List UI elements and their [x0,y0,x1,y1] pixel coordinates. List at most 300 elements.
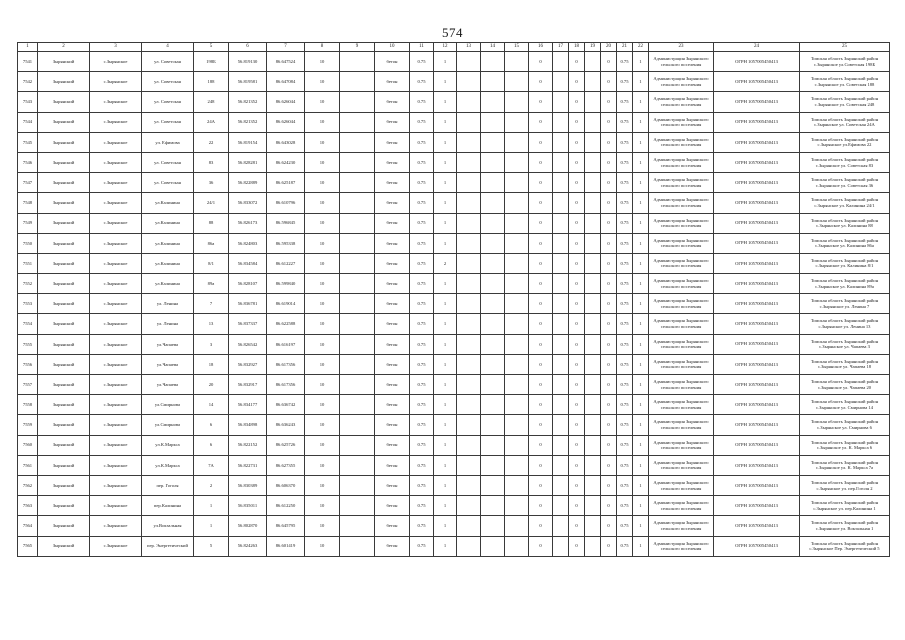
address-cell: Томская область Зырянский район с.Зырянское ул. Ленина 13 [800,314,890,334]
empty-cell [553,233,569,253]
longitude-cell: 86.619014 [267,294,305,314]
area-cell: 10 [305,132,340,152]
count-cell: 1 [434,516,457,536]
table-row [18,475,890,495]
count-cell: 1 [633,112,649,132]
volume-cell: 0.75 [617,294,633,314]
longitude-cell: 86.645795 [267,516,305,536]
volume-cell: 0.75 [617,536,633,556]
empty-cell [505,294,529,314]
empty-cell [481,52,505,72]
volume-cell: 0.75 [617,52,633,72]
count-cell: 1 [633,173,649,193]
value-cell: 0 [569,415,585,435]
value-cell: 0 [569,92,585,112]
district-cell: Зырянский [38,253,90,273]
volume-cell: 0.75 [617,193,633,213]
empty-cell [505,334,529,354]
empty-cell [505,213,529,233]
settlement-cell: с.Зырянское [90,536,142,556]
latitude-cell: 56.826173 [229,213,267,233]
longitude-cell: 86.627355 [267,455,305,475]
empty-cell [553,415,569,435]
value-cell: 0 [601,152,617,172]
value-cell: 0 [529,274,553,294]
surface-cell: бетон [375,435,410,455]
empty-cell [340,213,375,233]
area-cell: 10 [305,294,340,314]
settlement-cell: с.Зырянское [90,516,142,536]
empty-cell [505,233,529,253]
surface-cell: бетон [375,294,410,314]
house-cell: 6 [194,435,229,455]
value-cell: 0 [529,253,553,273]
empty-cell [340,314,375,334]
table-row [18,536,890,556]
latitude-cell: 56.834898 [229,415,267,435]
empty-cell [553,395,569,415]
empty-cell [585,132,601,152]
owner-cell: Администрация Зырянского сельского поселения [649,395,714,415]
settlement-cell: с.Зырянское [90,354,142,374]
settlement-cell: с.Зырянское [90,415,142,435]
empty-cell [481,516,505,536]
surface-cell: бетон [375,233,410,253]
latitude-cell: 56.826542 [229,334,267,354]
district-cell: Зырянский [38,112,90,132]
empty-cell [553,274,569,294]
house-cell: 20 [194,375,229,395]
house-cell: 14 [194,395,229,415]
surface-cell: бетон [375,213,410,233]
row-number: 7558 [18,395,38,415]
empty-cell [481,475,505,495]
street-cell: ул.Калинина [142,274,194,294]
value-cell: 0 [569,395,585,415]
latitude-cell: 56.821352 [229,112,267,132]
latitude-cell: 56.837337 [229,314,267,334]
column-number: 12 [434,43,457,52]
empty-cell [457,52,481,72]
empty-cell [481,314,505,334]
count-cell: 1 [434,375,457,395]
table-row [18,193,890,213]
longitude-cell: 86.595338 [267,233,305,253]
district-cell: Зырянский [38,213,90,233]
value-cell: 0 [569,253,585,273]
column-number: 8 [305,43,340,52]
value-cell: 0 [569,233,585,253]
surface-cell: бетон [375,92,410,112]
count-cell: 1 [434,415,457,435]
area-cell: 10 [305,253,340,273]
district-cell: Зырянский [38,132,90,152]
column-number: 3 [90,43,142,52]
empty-cell [457,395,481,415]
volume-cell: 0.75 [410,455,434,475]
surface-cell: бетон [375,375,410,395]
surface-cell: бетон [375,455,410,475]
empty-cell [505,92,529,112]
column-number: 10 [375,43,410,52]
count-cell: 1 [633,294,649,314]
longitude-cell: 86.616197 [267,334,305,354]
area-cell: 10 [305,152,340,172]
latitude-cell: 56.830389 [229,475,267,495]
area-cell: 10 [305,435,340,455]
count-cell: 1 [633,455,649,475]
table-row [18,395,890,415]
volume-cell: 0.75 [410,496,434,516]
empty-cell [585,233,601,253]
count-cell: 1 [434,334,457,354]
surface-cell: бетон [375,253,410,273]
owner-cell: Администрация Зырянского сельского поселения [649,496,714,516]
count-cell: 1 [633,334,649,354]
row-number: 7546 [18,152,38,172]
empty-cell [553,375,569,395]
value-cell: 0 [529,52,553,72]
empty-cell [585,274,601,294]
empty-cell [553,516,569,536]
empty-cell [585,415,601,435]
empty-cell [553,435,569,455]
value-cell: 0 [529,193,553,213]
longitude-cell: 86.647084 [267,72,305,92]
empty-cell [481,253,505,273]
empty-cell [505,152,529,172]
empty-cell [553,152,569,172]
area-cell: 10 [305,72,340,92]
address-cell: Томская область Зырянский район с.Зырянское ул. Советская 36 [800,173,890,193]
street-cell: ул. Ефимова [142,132,194,152]
address-cell: Томская область Зырянский район с.Зырянское ул. Калинина 24/1 [800,193,890,213]
surface-cell: бетон [375,334,410,354]
volume-cell: 0.75 [410,354,434,374]
value-cell: 0 [601,395,617,415]
longitude-cell: 86.610796 [267,193,305,213]
count-cell: 1 [633,213,649,233]
count-cell: 1 [434,213,457,233]
empty-cell [340,415,375,435]
volume-cell: 0.75 [410,334,434,354]
table-row [18,354,890,374]
page-number: 574 [442,25,463,40]
volume-cell: 0.75 [617,72,633,92]
empty-cell [585,375,601,395]
address-cell: Томская область Зырянский район с.Зырянское ул.Советская 198Б [800,52,890,72]
empty-cell [340,173,375,193]
area-cell: 10 [305,274,340,294]
value-cell: 0 [601,132,617,152]
value-cell: 0 [601,435,617,455]
volume-cell: 0.75 [410,516,434,536]
owner-cell: Администрация Зырянского сельского поселения [649,334,714,354]
empty-cell [505,496,529,516]
count-cell: 1 [633,475,649,495]
district-cell: Зырянский [38,334,90,354]
empty-cell [585,496,601,516]
row-number: 7550 [18,233,38,253]
area-cell: 10 [305,375,340,395]
settlement-cell: с.Зырянское [90,173,142,193]
value-cell: 0 [569,294,585,314]
empty-cell [585,294,601,314]
empty-cell [481,334,505,354]
settlement-cell: с.Зырянское [90,253,142,273]
empty-cell [481,496,505,516]
value-cell: 0 [601,516,617,536]
volume-cell: 0.75 [410,475,434,495]
empty-cell [340,475,375,495]
volume-cell: 0.75 [617,173,633,193]
district-cell: Зырянский [38,435,90,455]
volume-cell: 0.75 [410,52,434,72]
empty-cell [585,253,601,273]
ogrn-cell: ОГРН 1057005450413 [714,516,800,536]
empty-cell [457,253,481,273]
row-number: 7565 [18,536,38,556]
count-cell: 1 [434,274,457,294]
value-cell: 0 [529,294,553,314]
empty-cell [505,475,529,495]
latitude-cell: 56.836781 [229,294,267,314]
ogrn-cell: ОГРН 1057005450413 [714,334,800,354]
value-cell: 0 [601,233,617,253]
street-cell: ул.Смирнова [142,415,194,435]
longitude-cell: 86.625187 [267,173,305,193]
value-cell: 0 [569,475,585,495]
owner-cell: Администрация Зырянского сельского поселения [649,152,714,172]
empty-cell [585,516,601,536]
empty-cell [340,233,375,253]
count-cell: 1 [633,516,649,536]
value-cell: 0 [529,72,553,92]
count-cell: 1 [434,152,457,172]
empty-cell [481,213,505,233]
house-cell: 6 [194,415,229,435]
latitude-cell: 56.819581 [229,72,267,92]
empty-cell [481,415,505,435]
value-cell: 0 [601,72,617,92]
empty-cell [553,536,569,556]
settlement-cell: с.Зырянское [90,435,142,455]
column-number: 16 [529,43,553,52]
owner-cell: Администрация Зырянского сельского поселения [649,516,714,536]
district-cell: Зырянский [38,152,90,172]
ogrn-cell: ОГРН 1057005450413 [714,395,800,415]
empty-cell [505,173,529,193]
empty-cell [481,92,505,112]
empty-cell [585,475,601,495]
row-number: 7547 [18,173,38,193]
empty-cell [553,455,569,475]
count-cell: 1 [633,253,649,273]
row-number: 7551 [18,253,38,273]
value-cell: 0 [569,72,585,92]
volume-cell: 0.75 [410,415,434,435]
surface-cell: бетон [375,112,410,132]
street-cell: ул.Калинина [142,253,194,273]
address-cell: Томская область Зырянский район с.Зырянское ул. пер.Гоголя 2 [800,475,890,495]
empty-cell [340,253,375,273]
ogrn-cell: ОГРН 1057005450413 [714,314,800,334]
count-cell: 1 [633,152,649,172]
longitude-cell: 86.596845 [267,213,305,233]
column-number: 19 [585,43,601,52]
table-row [18,72,890,92]
table-row [18,92,890,112]
latitude-cell: 56.828107 [229,274,267,294]
table-row [18,294,890,314]
owner-cell: Администрация Зырянского сельского поселения [649,475,714,495]
longitude-cell: 86.612250 [267,496,305,516]
value-cell: 0 [529,213,553,233]
empty-cell [457,274,481,294]
column-number: 25 [800,43,890,52]
value-cell: 0 [529,354,553,374]
ogrn-cell: ОГРН 1057005450413 [714,92,800,112]
count-cell: 1 [434,72,457,92]
row-number: 7544 [18,112,38,132]
row-number: 7557 [18,375,38,395]
street-cell: ул. Советская [142,112,194,132]
latitude-cell: 56.822889 [229,173,267,193]
count-cell: 1 [633,354,649,374]
empty-cell [457,173,481,193]
latitude-cell: 56.832927 [229,354,267,374]
settlement-cell: с.Зырянское [90,52,142,72]
column-number: 15 [505,43,529,52]
value-cell: 0 [601,294,617,314]
value-cell: 0 [601,334,617,354]
district-cell: Зырянский [38,395,90,415]
row-number: 7561 [18,455,38,475]
count-cell: 1 [633,72,649,92]
ogrn-cell: ОГРН 1057005450413 [714,435,800,455]
street-cell: ул.Смирнова [142,395,194,415]
settlement-cell: с.Зырянское [90,132,142,152]
empty-cell [505,132,529,152]
ogrn-cell: ОГРН 1057005450413 [714,213,800,233]
owner-cell: Администрация Зырянского сельского поселения [649,253,714,273]
settlement-cell: с.Зырянское [90,152,142,172]
value-cell: 0 [569,455,585,475]
house-cell: 89а [194,274,229,294]
row-number: 7562 [18,475,38,495]
value-cell: 0 [529,516,553,536]
longitude-cell: 86.612227 [267,253,305,273]
table-row [18,52,890,72]
volume-cell: 0.75 [410,173,434,193]
volume-cell: 0.75 [617,274,633,294]
value-cell: 0 [529,375,553,395]
district-cell: Зырянский [38,536,90,556]
longitude-cell: 86.625726 [267,435,305,455]
count-cell: 1 [633,435,649,455]
street-cell: ул. Советская [142,72,194,92]
address-cell: Томская область Зырянский район с.Зырянское ул. Вокзальная 1 [800,516,890,536]
longitude-cell: 86.647524 [267,52,305,72]
owner-cell: Администрация Зырянского сельского поселения [649,435,714,455]
address-cell: Томская область Зырянский район с.Зырянское ул. Чапаева 3 [800,334,890,354]
value-cell: 0 [601,375,617,395]
row-number: 7555 [18,334,38,354]
empty-cell [457,475,481,495]
volume-cell: 0.75 [410,435,434,455]
area-cell: 10 [305,233,340,253]
empty-cell [340,72,375,92]
street-cell: пер. Энергетический [142,536,194,556]
volume-cell: 0.75 [617,92,633,112]
area-cell: 10 [305,496,340,516]
empty-cell [481,354,505,374]
longitude-cell: 86.601419 [267,536,305,556]
volume-cell: 0.75 [410,72,434,92]
district-cell: Зырянский [38,92,90,112]
house-cell: 7А [194,455,229,475]
value-cell: 0 [601,354,617,374]
empty-cell [340,112,375,132]
latitude-cell: 56.802870 [229,516,267,536]
area-cell: 10 [305,213,340,233]
value-cell: 0 [529,496,553,516]
count-cell: 1 [434,435,457,455]
value-cell: 0 [529,415,553,435]
column-number: 14 [481,43,505,52]
value-cell: 0 [529,233,553,253]
table-row [18,173,890,193]
longitude-cell: 86.617356 [267,354,305,374]
value-cell: 0 [529,112,553,132]
row-number: 7542 [18,72,38,92]
value-cell: 0 [569,314,585,334]
settlement-cell: с.Зырянское [90,92,142,112]
empty-cell [457,375,481,395]
house-cell: 18 [194,354,229,374]
house-cell: 1 [194,496,229,516]
empty-cell [553,475,569,495]
empty-cell [585,395,601,415]
latitude-cell: 56.821352 [229,92,267,112]
value-cell: 0 [569,536,585,556]
volume-cell: 0.75 [410,112,434,132]
table-row [18,375,890,395]
row-number: 7560 [18,435,38,455]
surface-cell: бетон [375,354,410,374]
settlement-cell: с.Зырянское [90,455,142,475]
count-cell: 1 [633,132,649,152]
empty-cell [340,294,375,314]
house-cell: 88 [194,213,229,233]
street-cell: ул.Калинина [142,193,194,213]
table-row [18,516,890,536]
value-cell: 0 [529,395,553,415]
empty-cell [481,294,505,314]
street-cell: ул.Калинина [142,213,194,233]
count-cell: 1 [434,354,457,374]
empty-cell [585,354,601,374]
longitude-cell: 86.626044 [267,92,305,112]
value-cell: 0 [569,213,585,233]
row-number: 7563 [18,496,38,516]
district-cell: Зырянский [38,475,90,495]
street-cell: ул.К.Маркса [142,455,194,475]
count-cell: 1 [633,193,649,213]
house-cell: 24А [194,112,229,132]
table-row [18,253,890,273]
column-number: 13 [457,43,481,52]
